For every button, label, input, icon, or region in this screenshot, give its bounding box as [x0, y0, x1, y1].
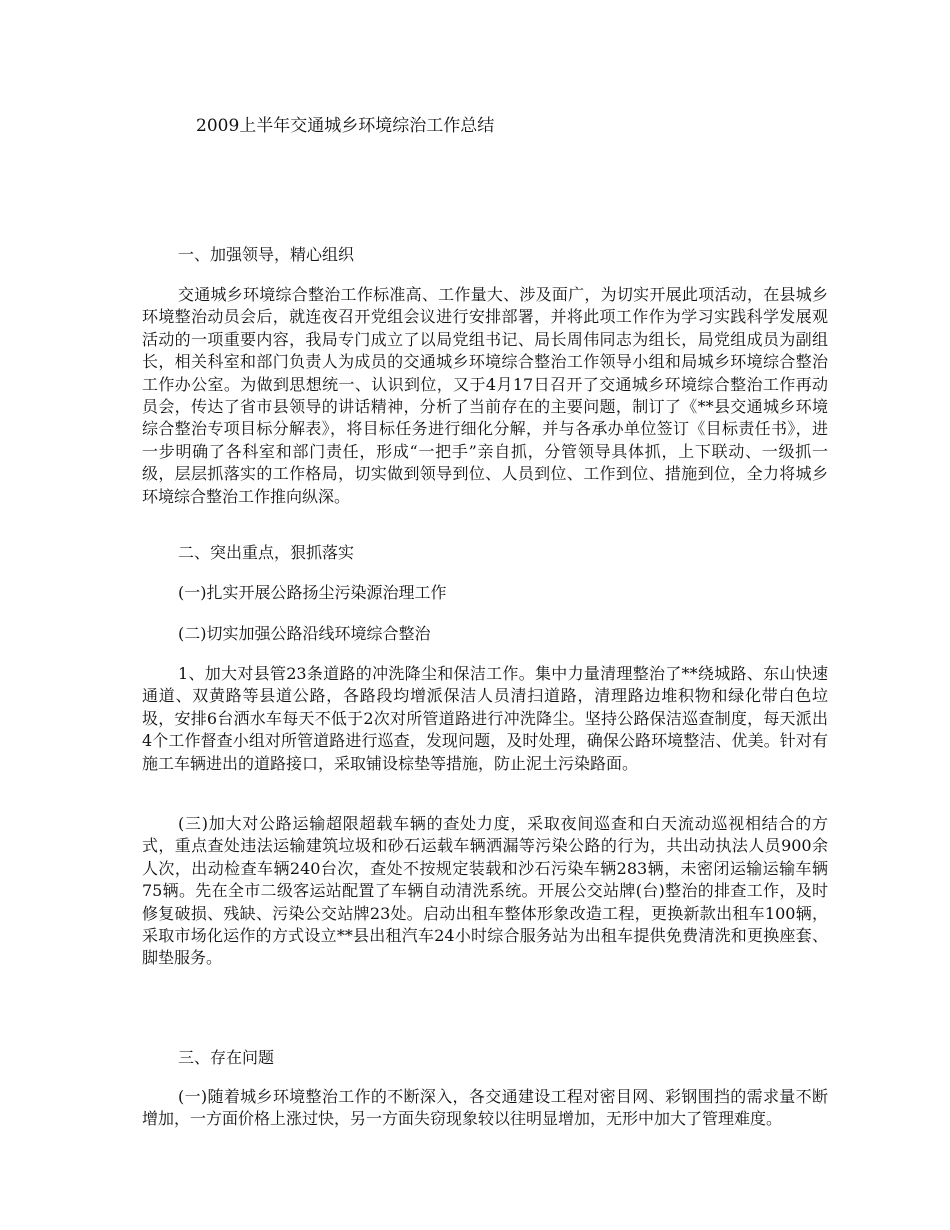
section-2-paragraph-2: (三)加大对公路运输超限超载车辆的查处力度，采取夜间巡查和白天流动巡视相结合的方式，重点查处违法运输建筑垃圾和砂石运载车辆洒漏等污染公路的行为，共出动执法人员900余人次，出动检查车辆240台次，查处不按规定装载和沙石污染车辆283辆，未密闭运输运输车辆75辆。先在全市二级客运站配置了车辆自动清洗系统。开展公交站牌(台)整治的排查工作，及时修复破损、残缺、污染公交站牌23处。启动出租车整体形象改造工程，更换新款出租车100辆，采取市场化运作的方式设立**县出租汽车24小时综合服务站为出租车提供免费清洗和更换座套、脚垫服务。 [142, 814, 828, 968]
section-2-paragraph-1: 1、加大对县管23条道路的冲洗降尘和保洁工作。集中力量清理整治了**绕城路、东山快速通道、双黄路等县道公路，各路段均增派保洁人员清扫道路，清理路边堆积物和绿化带白色垃圾，安排6台洒水车每天不低于2次对所管道路进行冲洗降尘。坚持公路保洁巡查制度，每天派出4个工作督查小组对所管道路进行巡查，发现问题，及时处理，确保公路环境整洁、优美。针对有施工车辆进出的道路接口，采取铺设棕垫等措施，防止泥土污染路面。 [142, 664, 828, 773]
subsection-heading-2-2: (二)切实加强公路沿线环境综合整治 [178, 624, 431, 643]
subsection-heading-2-1: (一)扎实开展公路扬尘污染源治理工作 [178, 583, 447, 602]
section-3-paragraph: (一)随着城乡环境整治工作的不断深入，各交通建设工程对密目网、彩钢围挡的需求量不断增加，一方面价格上涨过快，另一方面失窃现象较以往明显增加，无形中加大了管理难度。 [142, 1087, 828, 1129]
section-heading-3: 三、存在问题 [178, 1048, 275, 1067]
document-title: 2009上半年交通城乡环境综治工作总结 [196, 116, 495, 136]
section-heading-1: 一、加强领导，精心组织 [178, 245, 355, 264]
section-heading-2: 二、突出重点，狠抓落实 [178, 543, 355, 562]
section-1-paragraph: 交通城乡环境综合整治工作标准高、工作量大、涉及面广，为切实开展此项活动，在县城乡环境整治动员会后，就连夜召开党组会议进行安排部署，并将此项工作作为学习实践科学发展观活动的一项重要内容，我局专门成立了以局党组书记、局长周伟同志为组长，局党组成员为副组长，相关科室和部门负责人为成员的交通城乡环境综合整治工作领导小组和局城乡环境综合整治工作办公室。为做到思想统一、认识到位，又于4月17日召开了交通城乡环境综合整治工作再动员会，传达了省市县领导的讲话精神，分析了当前存在的主要问题，制订了《**县交通城乡环境综合整治专项目标分解表》，将目标任务进行细化分解，并与各承办单位签订《目标责任书》，进一步明确了各科室和部门责任，形成“一把手”亲自抓，分管领导具体抓，上下联动、一级抓一级，层层抓落实的工作格局，切实做到领导到位、人员到位、工作到位、措施到位，全力将城乡环境综合整治工作推向纵深。 [142, 285, 828, 506]
